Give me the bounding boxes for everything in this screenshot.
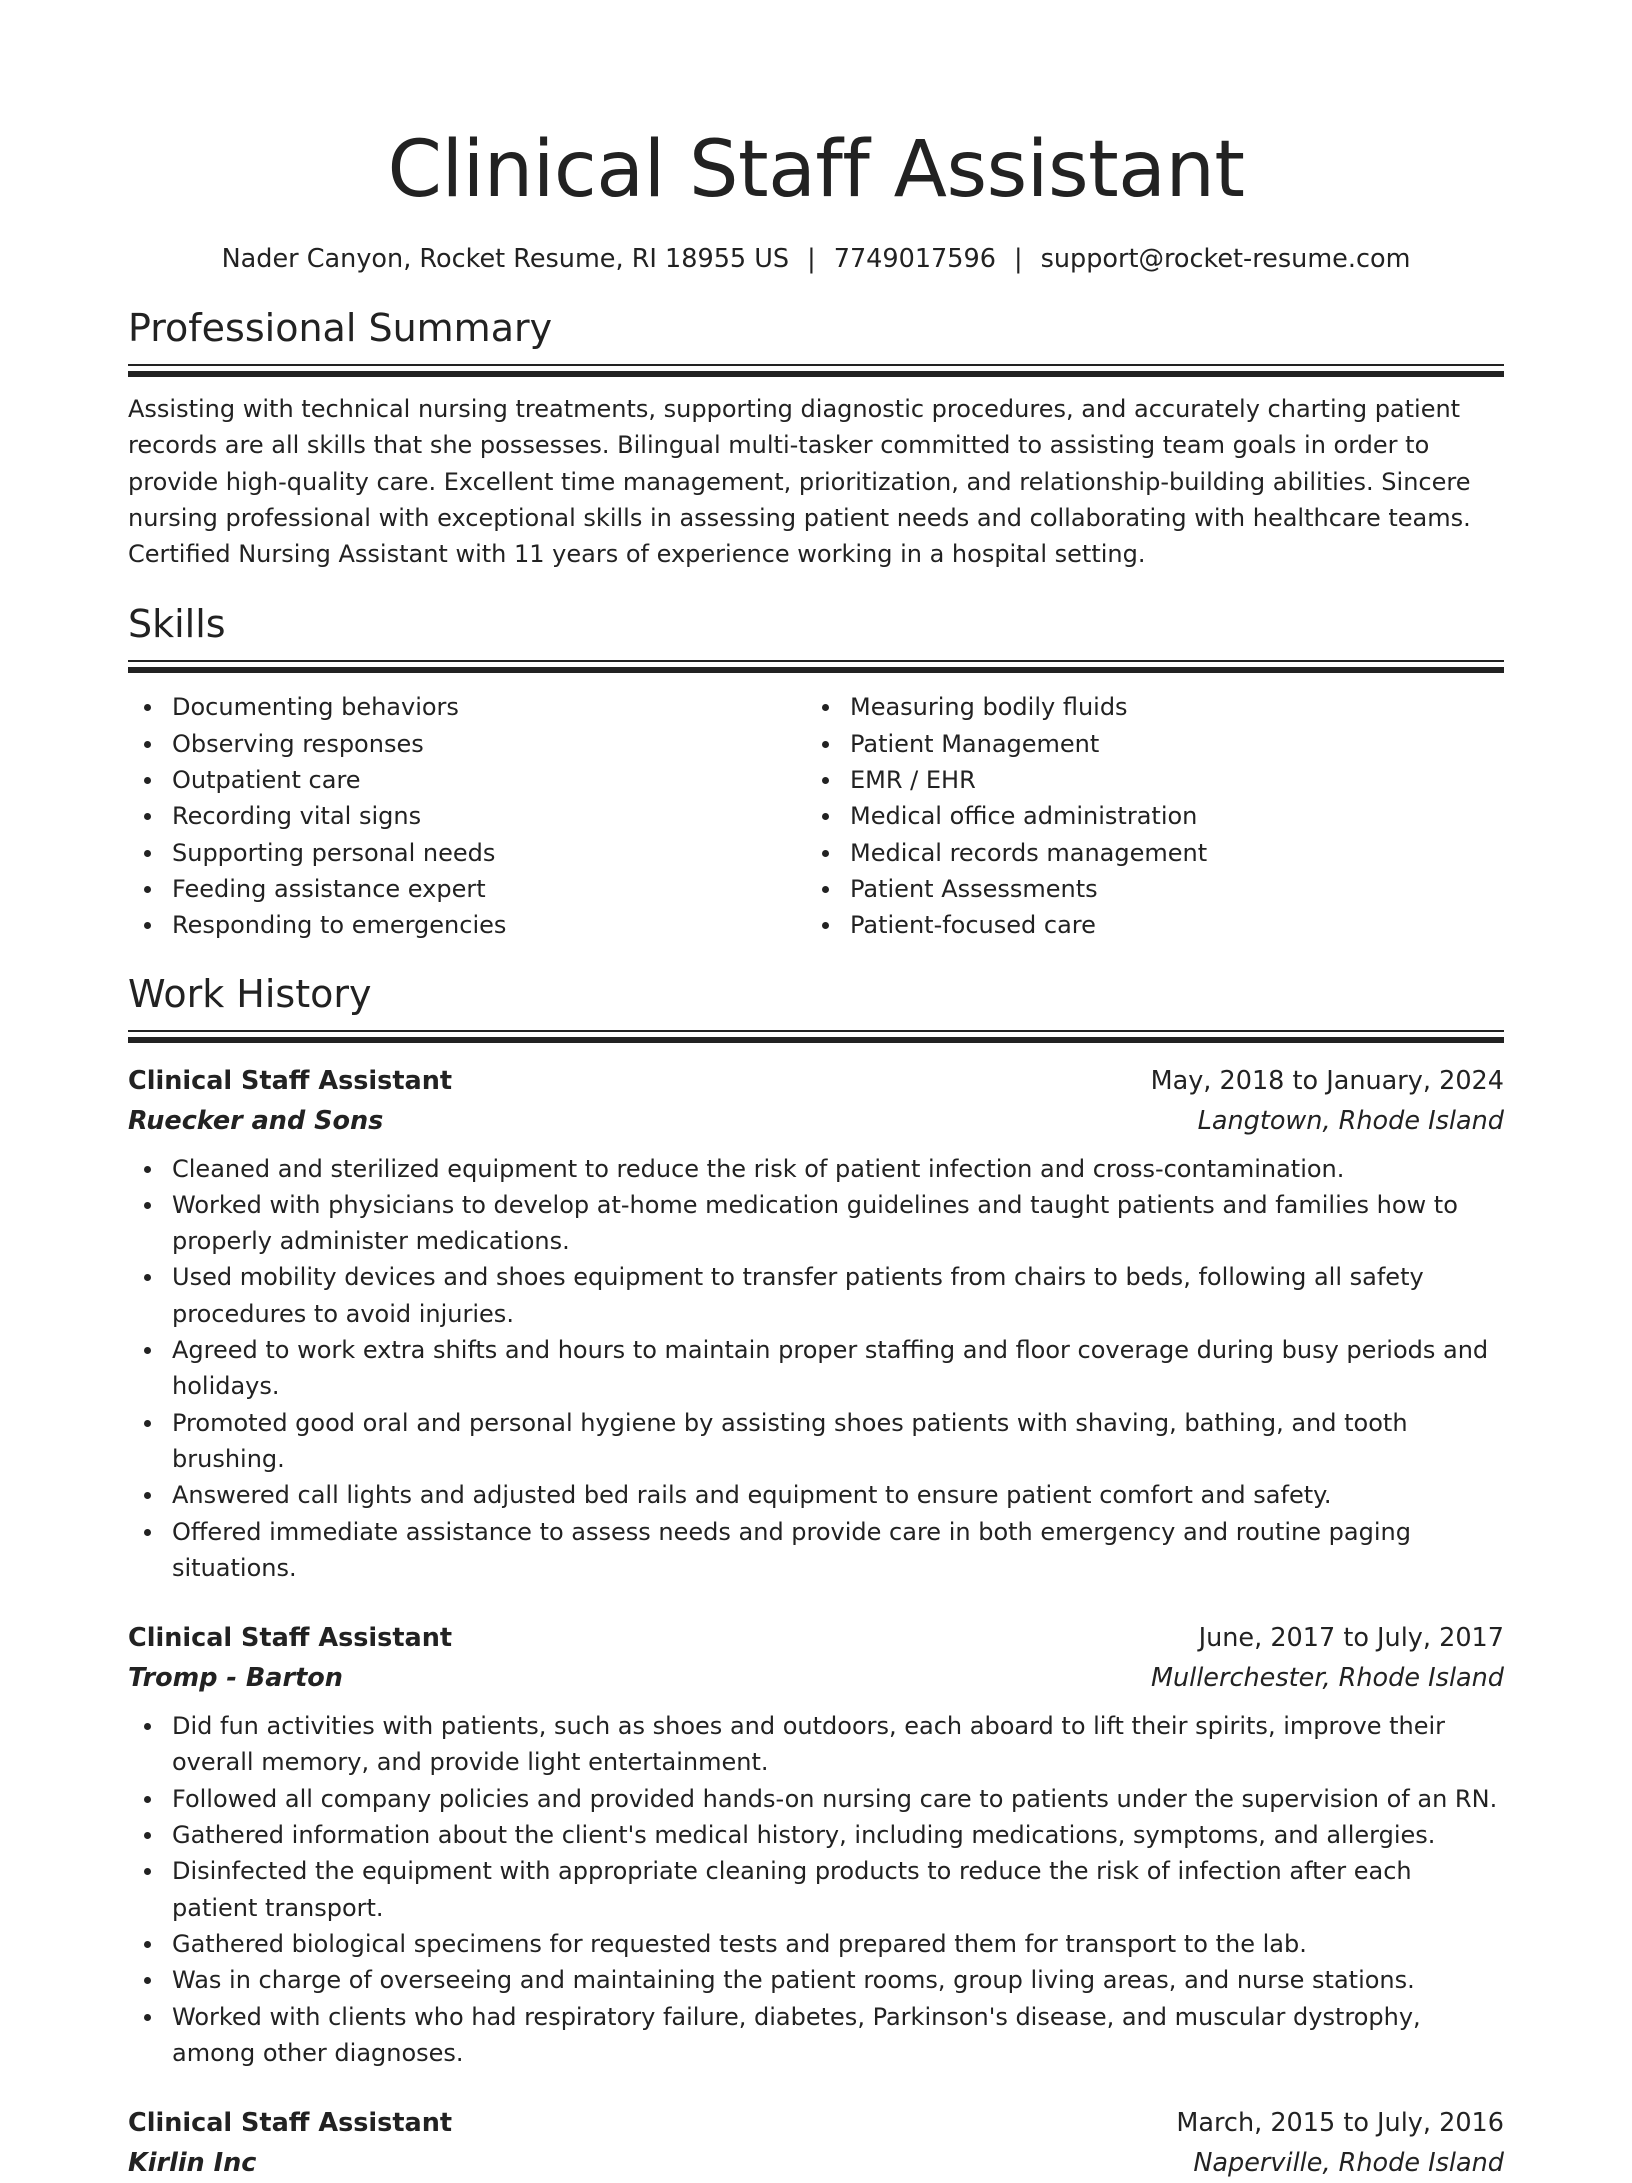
job-bullet: Promoted good oral and personal hygiene by assisting shoes patients with shaving, bathing, and tooth brushing.	[128, 1405, 1504, 1478]
section-divider	[128, 660, 1504, 662]
skill-item: Patient-focused care	[806, 907, 1484, 943]
skill-item: Outpatient care	[128, 762, 806, 798]
job-bullet: Used mobility devices and shoes equipment to transfer patients from chairs to beds, following all safety procedures to avoid injuries.	[128, 1259, 1504, 1332]
job-company: Kirlin Inc	[128, 2148, 257, 2179]
job-company: Ruecker and Sons	[128, 1105, 384, 1136]
job-header-row	[128, 2103, 1504, 2143]
job-bullet: Gathered biological specimens for requested tests and prepared them for transport to the lab.	[128, 1926, 1504, 1962]
job-bullet: Worked with physicians to develop at-home medication guidelines and taught patients and families how to properly administer medications.	[128, 1187, 1504, 1260]
job-header-row	[128, 1618, 1504, 1658]
section-divider	[128, 364, 1504, 366]
job-bullet: Was in charge of overseeing and maintaining the patient rooms, group living areas, and nurse stations.	[128, 1962, 1504, 1998]
job-location: Naperville, Rhode Island	[1193, 2148, 1504, 2179]
skill-item: Measuring bodily fluids	[806, 689, 1484, 725]
summary-heading: Professional Summary	[128, 306, 553, 350]
job-bullet: Followed all company policies and provided hands-on nursing care to patients under the supervision of an RN.	[128, 1781, 1504, 1817]
summary-section	[128, 304, 1504, 572]
job-title: Clinical Staff Assistant	[128, 2108, 453, 2139]
contact-line	[128, 242, 1504, 276]
skills-heading: Skills	[128, 602, 226, 647]
work-history-heading: Work History	[128, 971, 372, 1016]
job-entry	[128, 2103, 1504, 2183]
job-bullets	[128, 1151, 1504, 1587]
skill-item: Patient Management	[806, 726, 1484, 762]
job-bullet: Disinfected the equipment with appropriate cleaning products to reduce the risk of infection after each patient transport.	[128, 1853, 1504, 1926]
section-divider-thick	[128, 371, 1504, 377]
job-location: Langtown, Rhode Island	[1197, 1105, 1504, 1136]
job-dates: May, 2018 to January, 2024	[1150, 1065, 1504, 1096]
job-company-row	[128, 1658, 1504, 1698]
job-title: Clinical Staff Assistant	[128, 1623, 453, 1654]
section-divider	[128, 1030, 1504, 1032]
job-company-row	[128, 2143, 1504, 2183]
skill-item: Documenting behaviors	[128, 689, 806, 725]
skill-item: Patient Assessments	[806, 871, 1484, 907]
job-bullet: Gathered information about the client's medical history, including medications, symptoms, and allergies.	[128, 1817, 1504, 1853]
candidate-name: Clinical Staff Assistant	[387, 125, 1245, 215]
summary-text: Assisting with technical nursing treatments, supporting diagnostic procedures, and accurately charting patient records are all skills that she possesses. Bilingual multi-tasker committed to assisting team goals in order to provide high-quality care. Excellent time management, prioritization, and relationship-building abilities. Sincere nursing professional with exceptional skills in assessing patient needs and collaborating with healthcare teams. Certified Nursing Assistant with 11 years of experience working in a hospital setting.	[128, 395, 1471, 569]
job-bullet: Did fun activities with patients, such as shoes and outdoors, each aboard to lift their spirits, improve their overall memory, and provide light entertainment.	[128, 1708, 1504, 1781]
job-company: Tromp - Barton	[128, 1663, 343, 1694]
job-company-row	[128, 1101, 1504, 1141]
job-bullet: Worked with clients who had respiratory failure, diabetes, Parkinson's disease, and muscular dystrophy, among other diagnoses.	[128, 1999, 1504, 2072]
job-dates: June, 2017 to July, 2017	[1198, 1623, 1504, 1654]
job-dates: March, 2015 to July, 2016	[1176, 2108, 1504, 2139]
contact-separator: |	[807, 244, 816, 274]
skill-item: Responding to emergencies	[128, 907, 806, 943]
job-location: Mullerchester, Rhode Island	[1150, 1663, 1504, 1694]
skill-item: Feeding assistance expert	[128, 871, 806, 907]
skill-item: Recording vital signs	[128, 798, 806, 834]
skill-item: Medical records management	[806, 835, 1484, 871]
contact-address: Nader Canyon, Rocket Resume, RI 18955 US	[221, 244, 790, 274]
skills-list-left	[128, 689, 806, 943]
job-bullet: Offered immediate assistance to assess needs and provide care in both emergency and routine paging situations.	[128, 1514, 1504, 1587]
skill-item: EMR / EHR	[806, 762, 1484, 798]
skills-columns	[128, 689, 1504, 943]
skills-list-right	[806, 689, 1484, 943]
section-divider-thick	[128, 1037, 1504, 1043]
job-bullet: Agreed to work extra shifts and hours to maintain proper staffing and floor coverage during busy periods and holidays.	[128, 1332, 1504, 1405]
skill-item: Medical office administration	[806, 798, 1484, 834]
job-title: Clinical Staff Assistant	[128, 1065, 453, 1096]
work-history-section	[128, 970, 1504, 2183]
contact-email: support@rocket-resume.com	[1040, 244, 1411, 274]
contact-separator: |	[1013, 244, 1023, 274]
job-bullet: Answered call lights and adjusted bed rails and equipment to ensure patient comfort and safety.	[128, 1477, 1504, 1513]
job-bullet: Cleaned and sterilized equipment to reduce the risk of patient infection and cross-contamination.	[128, 1151, 1504, 1187]
job-entry	[128, 1061, 1504, 1587]
job-entry	[128, 1618, 1504, 2071]
section-divider-thick	[128, 667, 1504, 673]
skill-item: Observing responses	[128, 726, 806, 762]
job-bullets	[128, 1708, 1504, 2071]
skill-item: Supporting personal needs	[128, 835, 806, 871]
contact-phone: 7749017596	[833, 244, 996, 274]
resume-page	[128, 0, 1504, 2183]
skills-section	[128, 600, 1504, 943]
job-header-row	[128, 1061, 1504, 1101]
